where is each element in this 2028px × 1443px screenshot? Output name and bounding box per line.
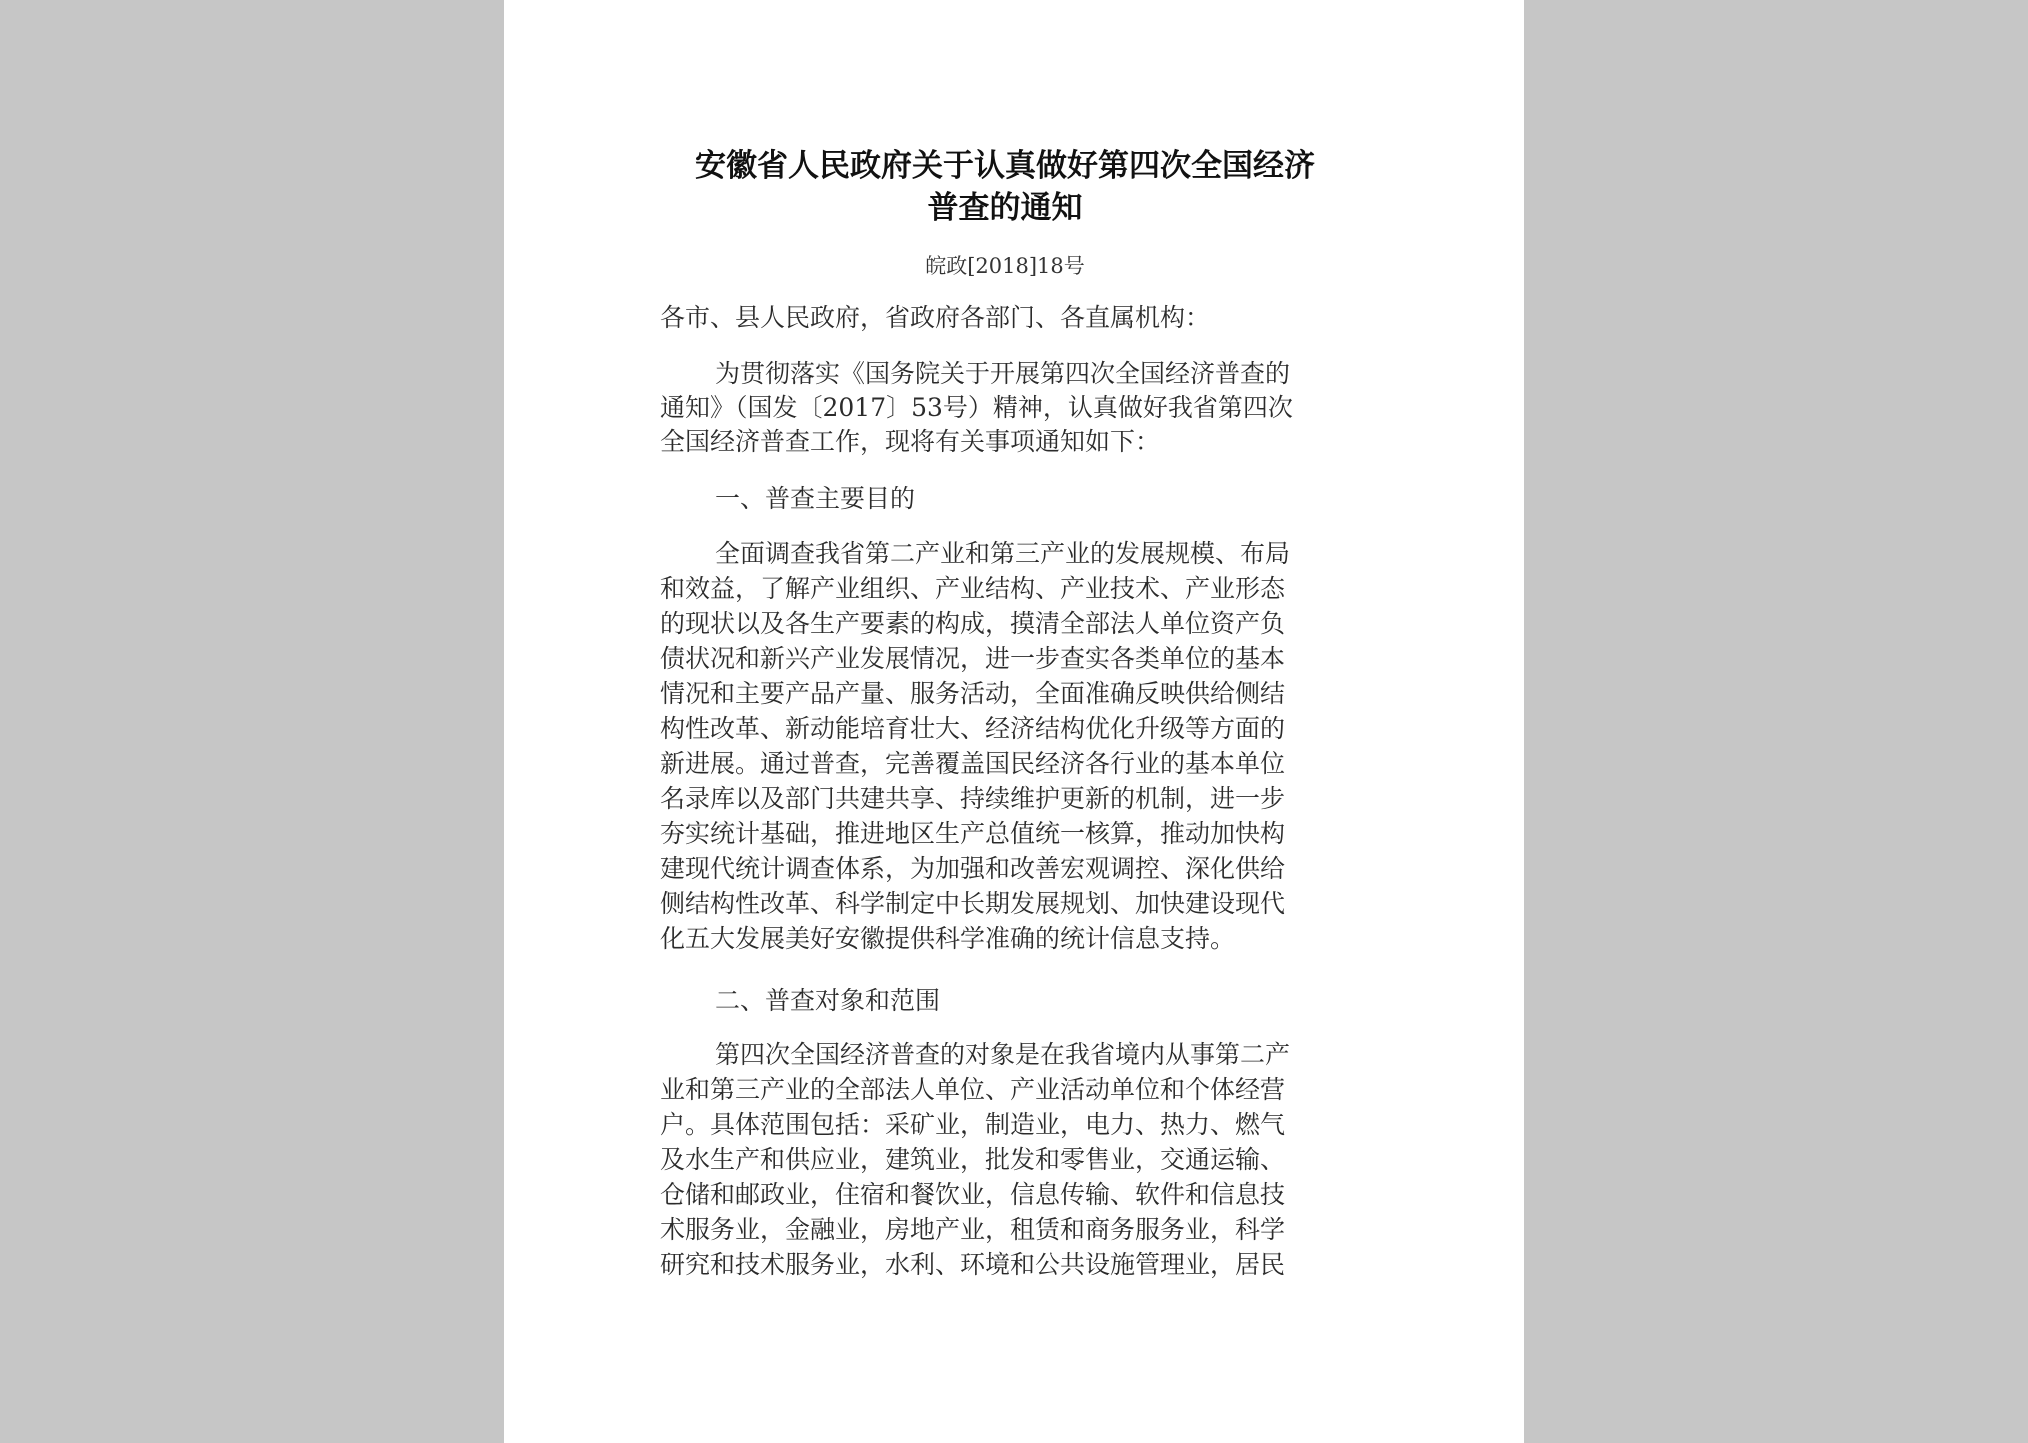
section-1-line: 债状况和新兴产业发展情况，进一步查实各类单位的基本 bbox=[660, 644, 1286, 673]
section-2-line: 研究和技术服务业，水利、环境和公共设施管理业，居民 bbox=[660, 1250, 1286, 1279]
section-1-line: 建现代统计调查体系，为加强和改善宏观调控、深化供给 bbox=[660, 854, 1286, 883]
document-page bbox=[504, 0, 1524, 1443]
section-2-heading: 二、普查对象和范围 bbox=[715, 986, 941, 1015]
section-1-line: 情况和主要产品产量、服务活动，全面准确反映供给侧结 bbox=[660, 679, 1286, 708]
section-1-line: 的现状以及各生产要素的构成，摸清全部法人单位资产负 bbox=[660, 609, 1286, 638]
section-1-line: 名录库以及部门共建共享、持续维护更新的机制，进一步 bbox=[660, 784, 1286, 813]
section-2-line: 及水生产和供应业，建筑业，批发和零售业，交通运输、 bbox=[660, 1145, 1286, 1174]
section-1-line: 构性改革、新动能培育壮大、经济结构优化升级等方面的 bbox=[660, 714, 1286, 743]
section-1-line: 和效益，了解产业组织、产业结构、产业技术、产业形态 bbox=[660, 574, 1286, 603]
salutation: 各市、县人民政府，省政府各部门、各直属机构： bbox=[660, 303, 1211, 332]
document-number: 皖政[2018]18号 bbox=[925, 254, 1085, 278]
intro-line: 为贯彻落实《国务院关于开展第四次全国经济普查的 bbox=[715, 359, 1291, 388]
section-1-line: 夯实统计基础，推进地区生产总值统一核算，推动加快构 bbox=[660, 819, 1286, 848]
section-2-line: 第四次全国经济普查的对象是在我省境内从事第二产 bbox=[715, 1040, 1291, 1069]
intro-line: 通知》（国发〔2017〕53号）精神，认真做好我省第四次 bbox=[660, 393, 1293, 422]
document-title-line-1: 安徽省人民政府关于认真做好第四次全国经济 bbox=[695, 148, 1315, 184]
section-1-line: 新进展。通过普查，完善覆盖国民经济各行业的基本单位 bbox=[660, 749, 1286, 778]
document-title-line-2: 普查的通知 bbox=[927, 190, 1083, 226]
section-1-line: 侧结构性改革、科学制定中长期发展规划、加快建设现代 bbox=[660, 889, 1286, 918]
section-2-line: 户。具体范围包括：采矿业，制造业，电力、热力、燃气 bbox=[660, 1110, 1286, 1139]
section-2-line: 术服务业，金融业，房地产业，租赁和商务服务业，科学 bbox=[660, 1215, 1286, 1244]
intro-line: 全国经济普查工作，现将有关事项通知如下： bbox=[660, 427, 1161, 456]
section-2-line: 业和第三产业的全部法人单位、产业活动单位和个体经营 bbox=[660, 1075, 1286, 1104]
section-1-line: 化五大发展美好安徽提供科学准确的统计信息支持。 bbox=[660, 924, 1236, 953]
section-1-line: 全面调查我省第二产业和第三产业的发展规模、布局 bbox=[715, 539, 1291, 568]
section-1-heading: 一、普查主要目的 bbox=[715, 484, 916, 513]
section-2-line: 仓储和邮政业，住宿和餐饮业，信息传输、软件和信息技 bbox=[660, 1180, 1286, 1209]
